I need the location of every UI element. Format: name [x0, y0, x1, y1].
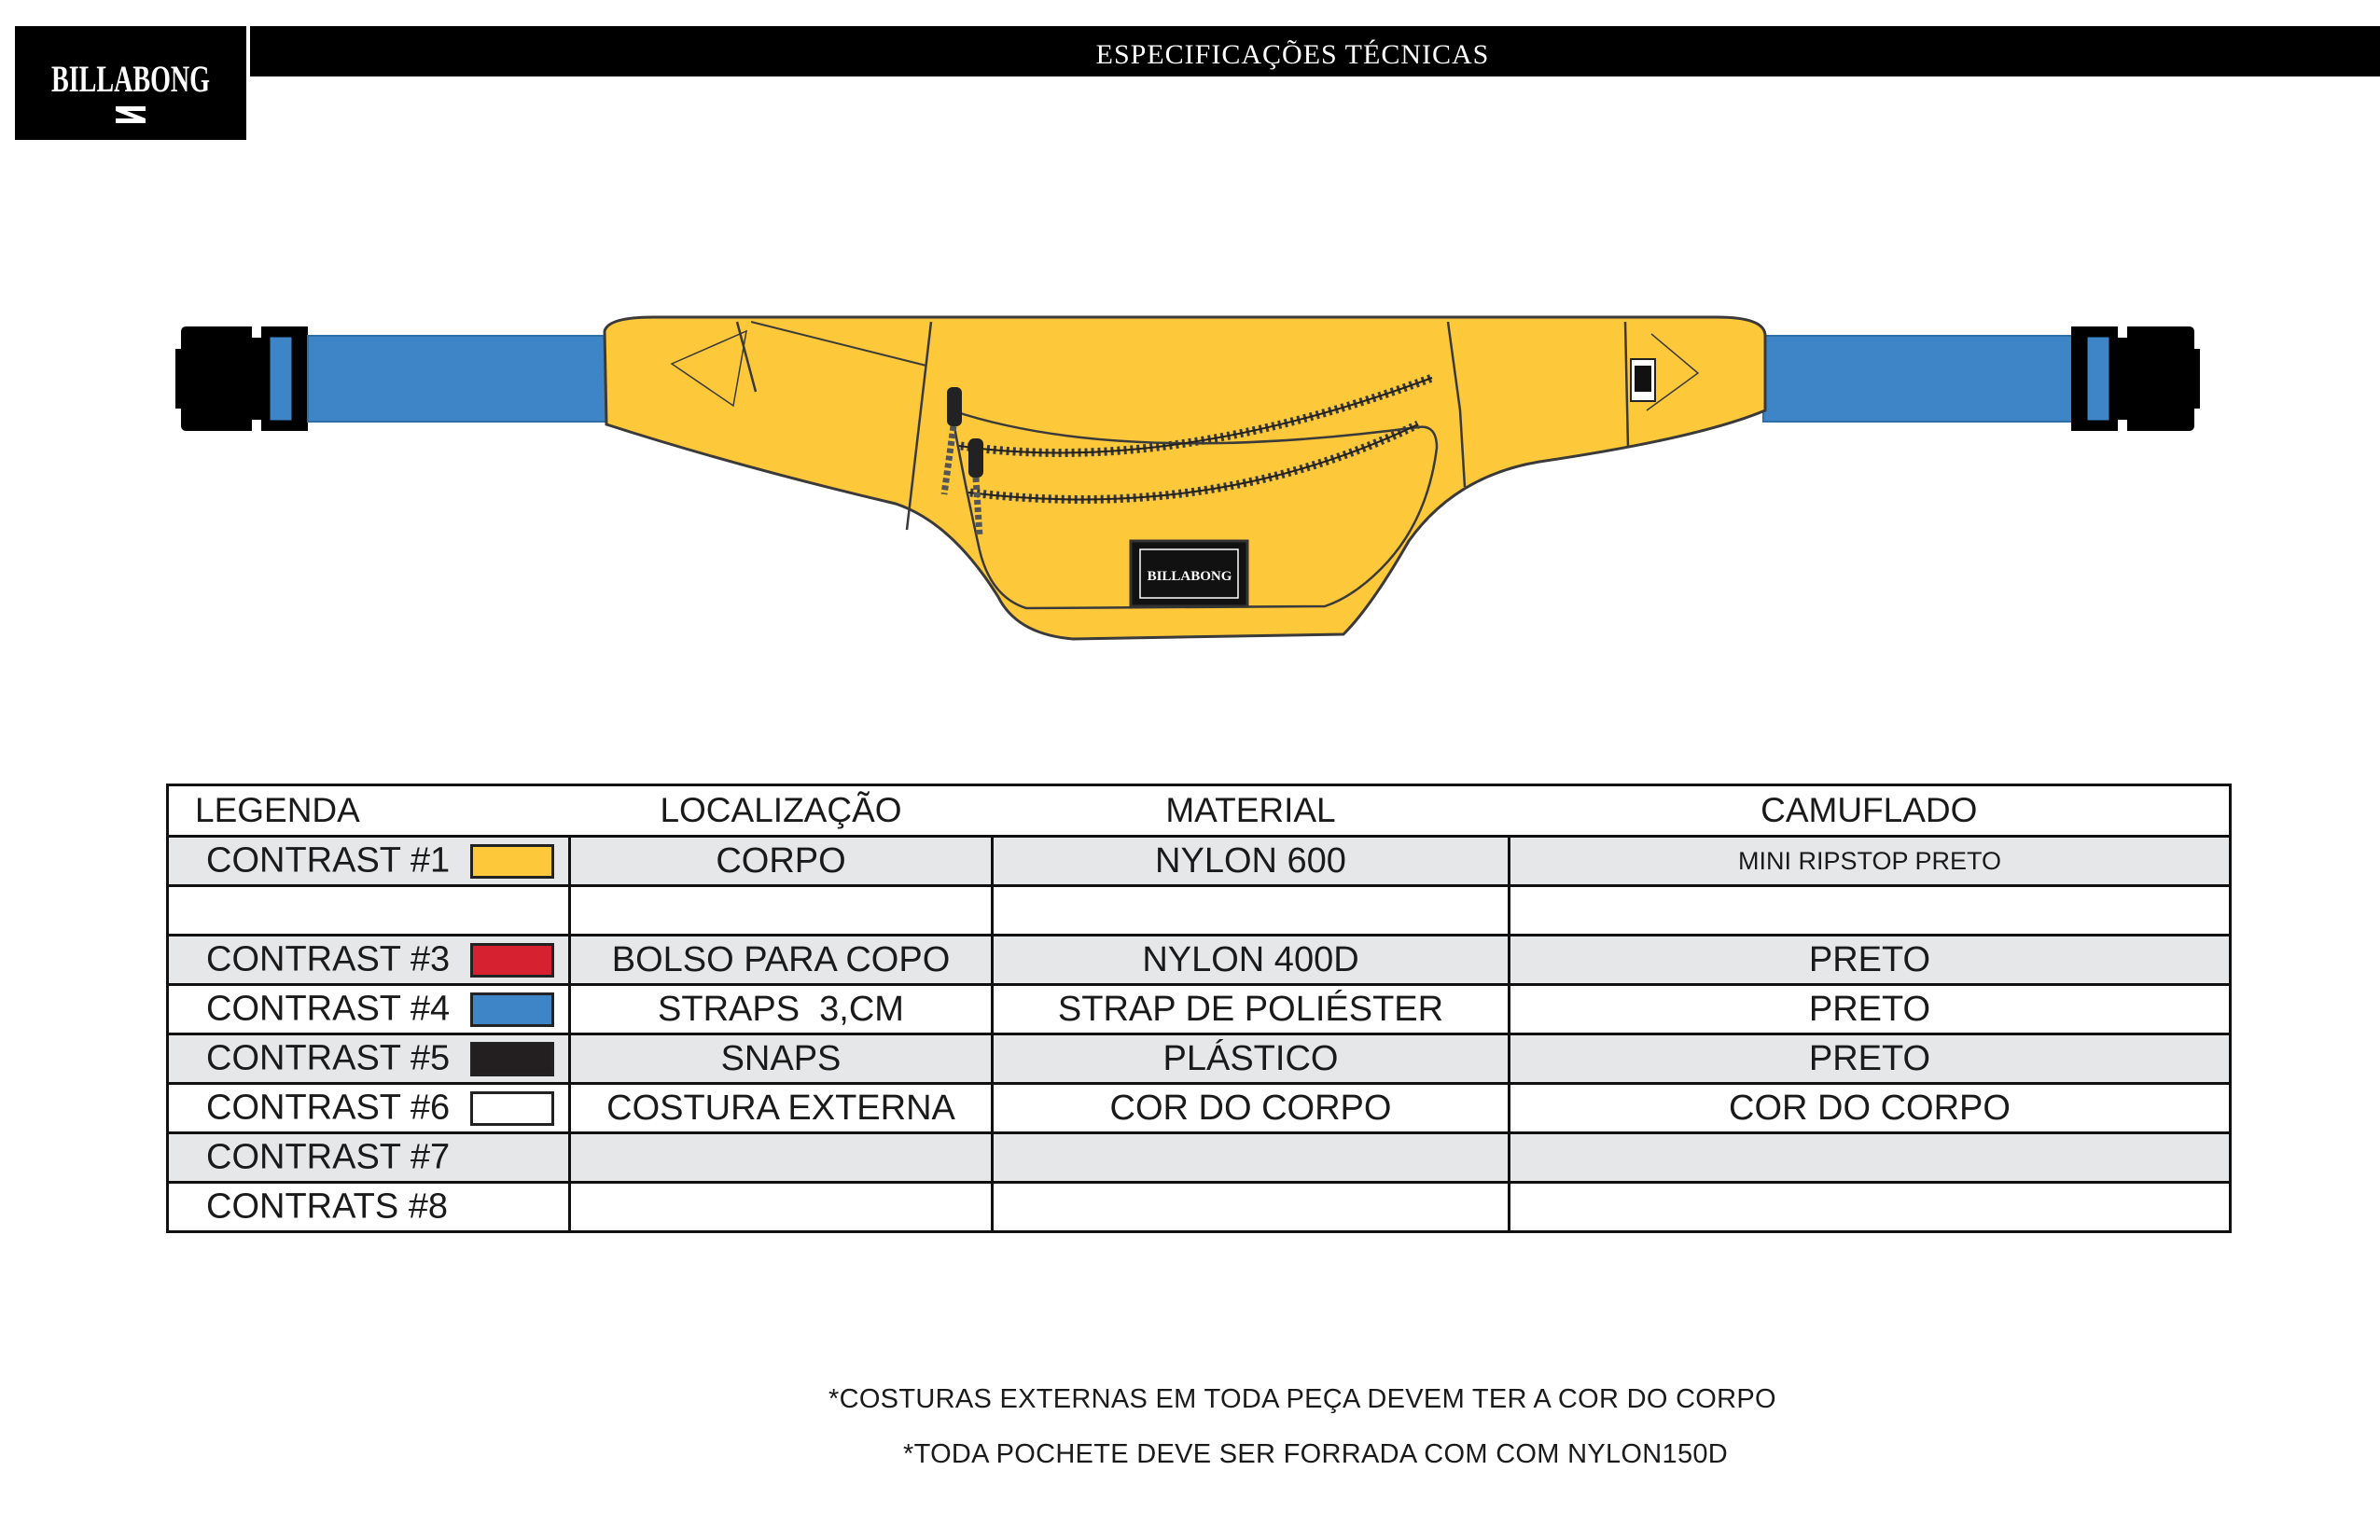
location-cell: SNAPS: [570, 1034, 993, 1084]
location-cell: [570, 1133, 993, 1183]
location-cell: COSTURA EXTERNA: [570, 1084, 993, 1133]
right-buckle-icon: [2071, 326, 2200, 431]
legend-label: CONTRAST #4: [206, 989, 451, 1029]
camo-cell: MINI RIPSTOP PRETO: [1510, 837, 2231, 886]
legend-label: CONTRAST #3: [206, 939, 451, 979]
color-swatch: [470, 844, 554, 879]
left-strap: [308, 336, 606, 422]
location-cell: BOLSO PARA COPO: [570, 936, 993, 985]
header-camuflado: CAMUFLADO: [1510, 785, 2231, 837]
logo-wordmark: BILLABONG: [51, 58, 210, 100]
table-row: [168, 985, 2231, 1034]
table-row: [168, 1034, 2231, 1084]
legend-label: CONTRAST #7: [206, 1137, 451, 1177]
color-swatch: [470, 992, 554, 1027]
camo-cell: [1510, 1133, 2231, 1183]
camo-cell: [1510, 1183, 2231, 1232]
header-legenda: LEGENDA: [168, 785, 570, 837]
material-cell: [993, 1133, 1510, 1183]
camo-cell: PRETO: [1510, 1034, 2231, 1084]
note-seams: *COSTURAS EXTERNAS EM TODA PEÇA DEVEM TER A COR DO CORPO: [828, 1384, 1776, 1414]
location-cell: [570, 886, 993, 936]
location-cell: CORPO: [570, 837, 993, 886]
header-localizacao: LOCALIZAÇÃO: [570, 785, 993, 837]
product-drawing: [0, 0, 2380, 746]
location-cell: STRAPS 3,CM: [570, 985, 993, 1034]
camo-cell: COR DO CORPO: [1510, 1084, 2231, 1133]
table-row: [168, 936, 2231, 985]
color-swatch: [470, 1042, 554, 1076]
legend-label: CONTRAST #5: [206, 1038, 451, 1078]
table-header-row: [168, 785, 2231, 837]
legend-label: CONTRAST #1: [206, 840, 451, 881]
table-row: [168, 837, 2231, 886]
material-cell: COR DO CORPO: [993, 1084, 1510, 1133]
table-row: [168, 886, 2231, 936]
note-lining: *TODA POCHETE DEVE SER FORRADA COM COM NYLON150D: [903, 1439, 1729, 1469]
spec-table: [166, 784, 2232, 1233]
camo-cell: PRETO: [1510, 936, 2231, 985]
material-cell: STRAP DE POLIÉSTER: [993, 985, 1510, 1034]
material-cell: [993, 1183, 1510, 1232]
material-cell: NYLON 400D: [993, 936, 1510, 985]
page-title: ESPECIFICAÇÕES TÉCNICAS: [1095, 39, 1490, 70]
camo-cell: PRETO: [1510, 985, 2231, 1034]
table-row: [168, 1133, 2231, 1183]
material-cell: NYLON 600: [993, 837, 1510, 886]
header-material: MATERIAL: [993, 785, 1510, 837]
camo-cell: [1510, 886, 2231, 936]
side-tag: [1631, 359, 1655, 401]
color-swatch: [470, 943, 554, 978]
color-swatch: [470, 1091, 554, 1126]
location-cell: [570, 1183, 993, 1232]
table-row: [168, 1183, 2231, 1232]
patch-text: BILLABONG: [1147, 569, 1232, 584]
table-row: [168, 1084, 2231, 1133]
legend-label: CONTRATS #8: [206, 1186, 449, 1227]
material-cell: PLÁSTICO: [993, 1034, 1510, 1084]
material-cell: [993, 886, 1510, 936]
left-buckle-icon: [175, 326, 308, 431]
right-strap: [1763, 336, 2076, 422]
legend-label: CONTRAST #6: [206, 1088, 451, 1128]
logo-patch: [1131, 541, 1247, 606]
